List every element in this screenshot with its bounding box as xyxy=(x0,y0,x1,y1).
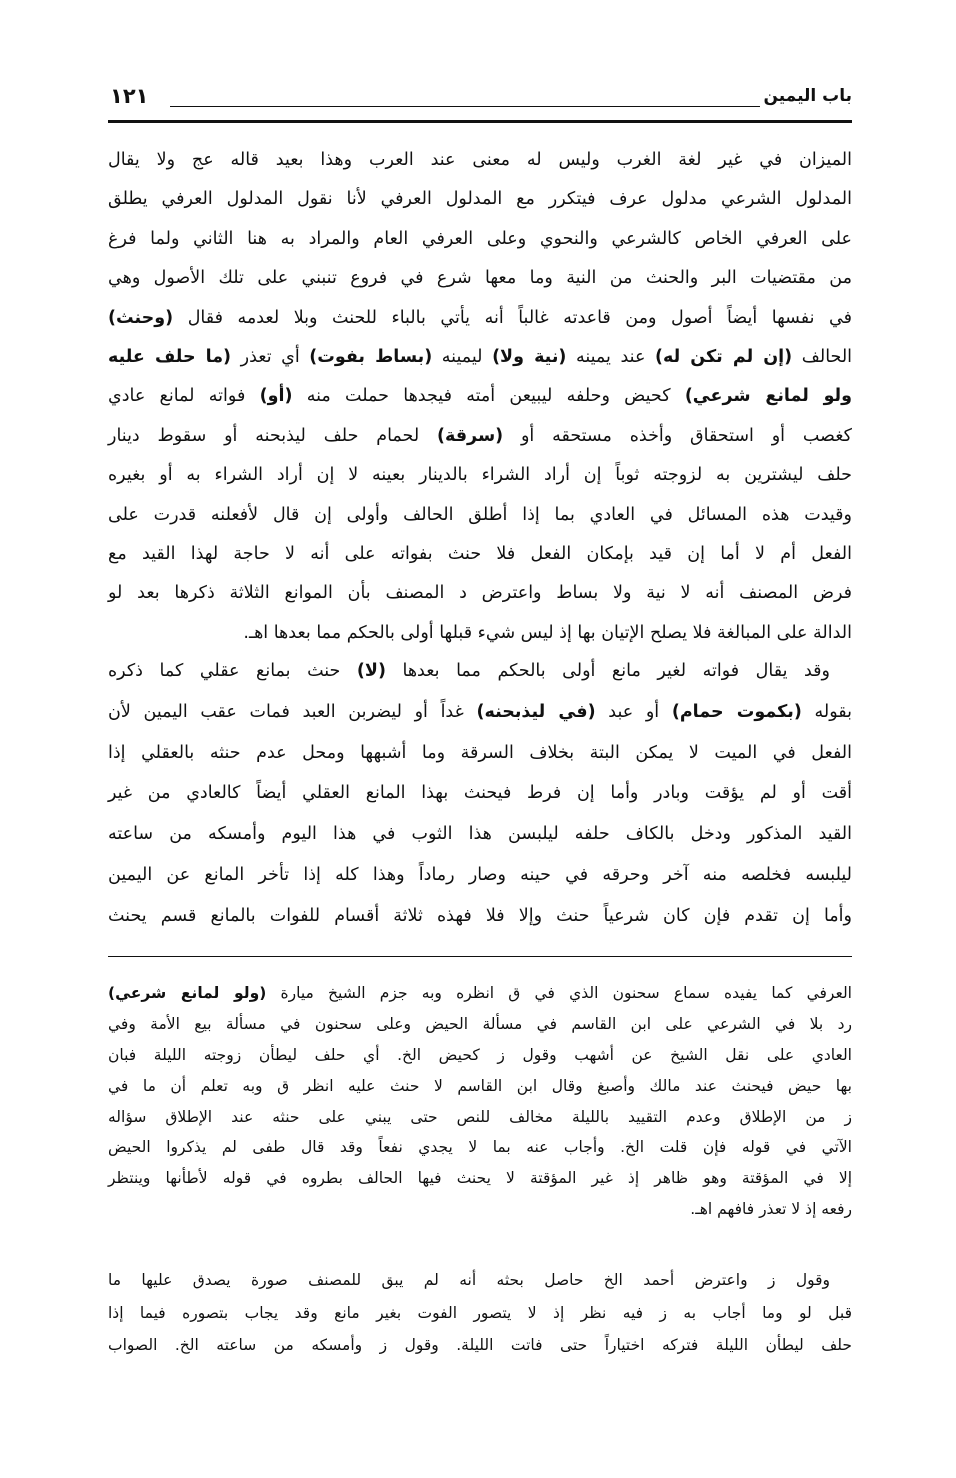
text-line xyxy=(108,496,852,535)
text-segment: الدالة على المبالغة فلا يصلح الإتيان بها إذ ليس شيء قبلها أولى بالحكم مما بعدها اهـ. xyxy=(243,622,852,643)
text-segment: الحالف xyxy=(792,346,853,367)
text-segment: القيد المذكور ودخل بالكاف حلفه ليلبسن هذا الثوب في هذا اليوم وأمسكه من ساعته xyxy=(108,824,852,845)
text-line xyxy=(108,1297,852,1330)
text-segment: الفعل في الميت لا يمكن البتة بخلاف السرقة وما أشبهها ومحل عدم حنثه بالعقلي إذا xyxy=(108,742,852,763)
text-segment: على العرفي الخاص كالشرعي والنحوي وعلى العرفي العام والمراد به هنا الثاني ولما فرغ xyxy=(108,228,852,249)
text-line xyxy=(108,896,852,937)
bold-matn-text: (بكموت حمام) xyxy=(671,701,802,722)
header-line xyxy=(170,106,760,107)
text-line xyxy=(108,814,852,855)
text-segment: حنث بمانع عقلي كما ذكره xyxy=(108,661,357,681)
text-segment: ليمينه xyxy=(432,346,493,367)
text-line xyxy=(108,855,852,896)
text-segment: فواته لمانع عادي xyxy=(108,386,260,407)
bold-matn-text: (وحنث) xyxy=(108,307,174,328)
text-segment: المدلول الشرعي مدلول عرف فيتكرر مع المدلول العرفي لأنا نقول المدلول العرفي يطلق xyxy=(108,189,852,210)
text-segment: العرفي كما يفيده سماع سحنون الذي في ق انظره وبه جزم الشيخ ميارة xyxy=(266,984,852,1002)
main-paragraph-1 xyxy=(108,141,852,653)
text-line xyxy=(108,1194,852,1225)
text-segment: أقت أو لم يؤقت وبادر وأما إن فرط فيحنث بهذا المانع العقلي أيضاً كالعادي من غير xyxy=(108,783,852,804)
text-segment: العادي على نقل الشيخ عن أشهب وقول ز كحيض الخ. أي حلف ليطأن زوجته الليلة فبان xyxy=(108,1045,852,1064)
text-segment: الآتي في قوله فإن قلت الخ. وأجاب عنه بما لا يجدي نفعاً وقد قال طفى لم يذكروا الحيض xyxy=(108,1138,852,1157)
text-line xyxy=(108,1071,852,1102)
text-line xyxy=(108,259,852,298)
text-segment: من مقتضيات البر والحنث من النية وما معها شرع في فروع تنبني على تلك الأصول وهي xyxy=(108,268,852,289)
footnote-separator xyxy=(108,956,852,957)
text-segment: وقيدت هذه المسائل في العادي بما إذا أطلق الحالف وأولى إن قال لأفعلنه قدرت على xyxy=(108,504,852,525)
text-line xyxy=(108,692,852,733)
text-segment: غداً أو ليضربن العبد فمات عقب اليمين لأن xyxy=(108,701,477,722)
text-segment: ز من الإطلاق وعدم التقييد بالليلة مخالف للنص حتى يبني على حنثه عند الإطلاق سؤاله xyxy=(108,1107,852,1126)
text-line xyxy=(108,377,852,416)
text-segment: بقوله xyxy=(801,701,852,722)
text-segment: رفعه إذ لا تعذر فافهم اهـ. xyxy=(690,1200,852,1219)
text-segment: حلف ليشترين به لزوجته ثوباً إن أراد الشراء بالدينار بعينه لا إن أراد الشراء به أو بغيره xyxy=(108,465,852,486)
text-segment: وأما إن تقدم فإن كان شرعياً حنث وإلا فلا فهذه ثلاثة أقسام للفوات بالمانع قسم يحنث xyxy=(108,905,852,926)
text-line xyxy=(108,1163,852,1194)
text-segment: ليلبسه فخلصه منه آخر وحرقه في حينه وصار رماداً وهذا كله إذا تأخر المانع عن اليمين xyxy=(108,864,852,885)
footnote-paragraph-2 xyxy=(108,1264,852,1362)
footnote-paragraph-1 xyxy=(108,978,852,1225)
bold-matn-text: (ما حلف عليه xyxy=(108,346,232,367)
bold-matn-text: ولو لمانع شرعي) xyxy=(684,386,852,407)
text-line xyxy=(108,1009,852,1040)
text-segment: وقول ز واعترض أحمد الخ حاصل بحثه أنه لم يبق للمصنف صورة يصدق عليها ما xyxy=(108,1271,830,1289)
text-line xyxy=(108,456,852,495)
text-segment: الفعل أم لا أما إن قيد بإمكان الفعل فلا حنث بفواته على أنه لا حاجة لهذا القيد مع xyxy=(108,543,852,564)
text-segment: فرض المصنف أنه لا نية ولا بساط واعترض د المصنف بأن الموانع الثلاثة ذكرها بعد لو xyxy=(108,583,852,604)
text-line xyxy=(108,1040,852,1071)
page-number: ١٢١ xyxy=(110,84,149,108)
text-segment: كغصب أو استحقاق وأخذه مستحقه أو xyxy=(503,425,852,446)
text-segment: كحيض وحلفه ليبيعن أمته فيجدها حملت منه xyxy=(292,386,685,407)
text-segment: لحمام حلف ليذبحنه أو سقوط دينار xyxy=(108,425,437,446)
bold-matn-text: (في ليذبحنه) xyxy=(476,701,596,722)
main-paragraph-2 xyxy=(108,651,852,937)
text-line xyxy=(108,1329,852,1362)
text-segment: في نفسها أيضاً أصول ومن قاعدته غالباً أنه يأتي بالباء للحنث وبلا لعدمه فقال xyxy=(173,307,852,328)
bold-matn-text: (لا) xyxy=(356,661,386,681)
text-line xyxy=(108,180,852,219)
text-segment: قبل لو وما أجاب به ز فيه نظر إذ لا يتصور الفوت بغير مانع وقد يجاب بتصوره فيما إذا xyxy=(108,1303,852,1322)
text-segment: إلا في المؤقتة وهو ظاهر إذ غير المؤقتة لا يحنث فيها الحالف بطروه في قوله لأطأنها وينتظر xyxy=(108,1169,852,1188)
text-segment: الميزان في غير لغة الغرب وليس له معنى عند العرب وهذا بعيد قاله عج ولا يقال xyxy=(108,150,852,170)
text-line xyxy=(108,614,852,653)
text-line xyxy=(108,299,852,338)
text-line xyxy=(108,733,852,774)
bold-matn-text: (بساط بفوت) xyxy=(309,346,433,367)
text-line xyxy=(108,338,852,377)
chapter-title: باب اليمين xyxy=(763,86,852,106)
text-segment: حلف ليطأن الليلة فتركه اختياراً حتى فاتت الليلة. وقول ز وأمسكه من ساعته الخ. الصواب xyxy=(108,1336,852,1354)
text-line xyxy=(108,773,852,814)
text-line xyxy=(108,1132,852,1163)
bold-matn-text: (سرقة) xyxy=(436,425,504,446)
text-line xyxy=(108,417,852,456)
text-line xyxy=(108,535,852,574)
text-line xyxy=(108,978,852,1009)
text-line xyxy=(108,220,852,259)
text-line xyxy=(108,1102,852,1133)
text-segment: أي تعذر xyxy=(231,346,310,367)
text-segment: أو عبد xyxy=(595,701,672,722)
text-segment: بها حيض فيحنث عند مالك وأصبغ وقال ابن القاسم لا حنث عليه انظر ق وبه تعلم أن ما في xyxy=(108,1076,852,1095)
header-rule xyxy=(108,120,852,123)
text-segment: رد بلا في الشرعي على ابن القاسم في مسألة الحيض وعلى سحنون في مسألة بيع الأمة وفي xyxy=(108,1014,852,1033)
bold-matn-text: (نية ولا) xyxy=(492,346,567,367)
text-line xyxy=(108,1264,852,1297)
bold-matn-text: (ولو لمانع شرعي) xyxy=(108,984,267,1002)
text-line xyxy=(108,141,852,180)
text-line xyxy=(108,574,852,613)
text-segment: عند يمينه xyxy=(566,346,655,367)
bold-matn-text: (إن لم تكن له) xyxy=(654,346,793,367)
bold-matn-text: (أو) xyxy=(259,386,293,407)
text-line xyxy=(108,651,852,692)
text-segment: وقد يقال فواته لغير مانع أولى بالحكم مما بعدها xyxy=(385,661,830,681)
